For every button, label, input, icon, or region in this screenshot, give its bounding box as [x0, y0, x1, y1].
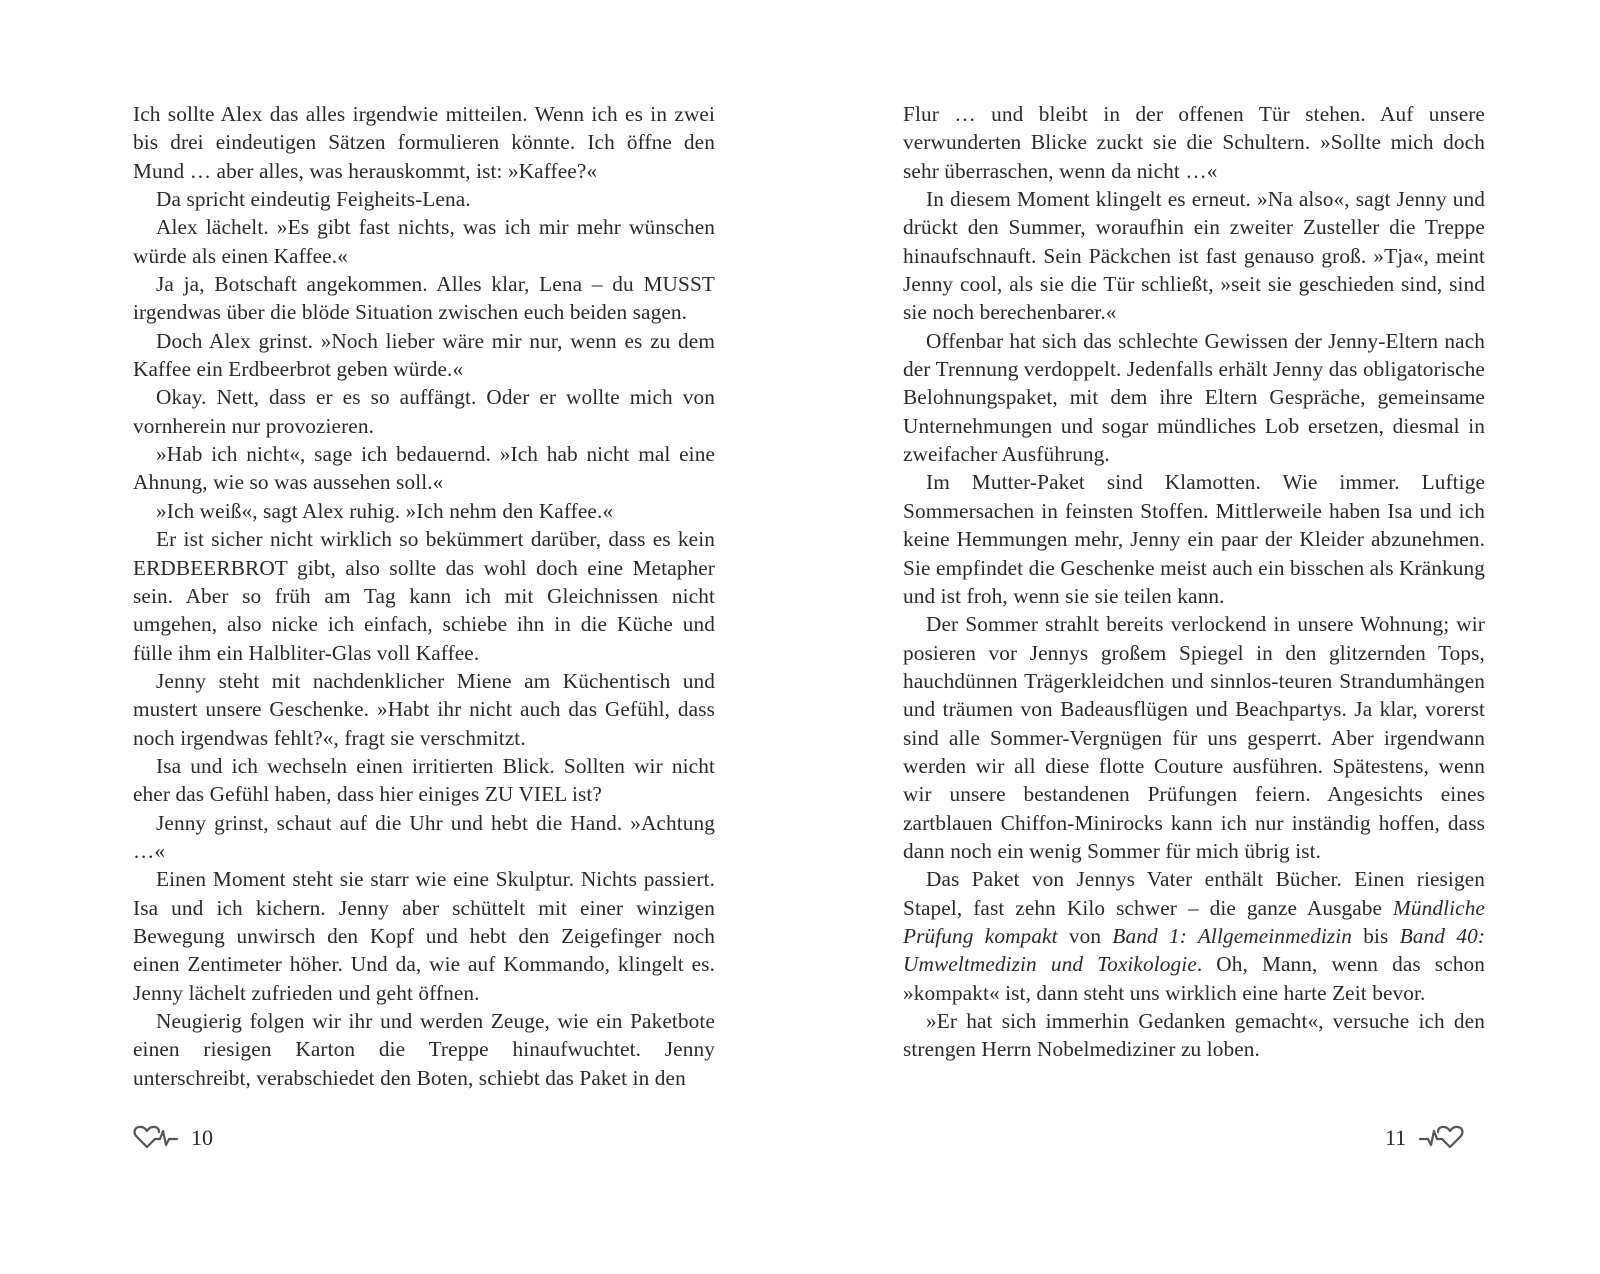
page-number: 10: [191, 1125, 213, 1150]
text-run: Da spricht eindeutig Feigheits-Lena.: [156, 187, 471, 212]
italic-title: Mündliche Prüfung kompakt: [903, 895, 1485, 948]
paragraph: [903, 610, 1485, 865]
paragraph: [903, 100, 1485, 185]
text-run: bis: [1352, 923, 1400, 948]
paragraph: [903, 185, 1485, 327]
text-run: Okay. Nett, dass er es so auffängt. Oder er wollte mich von vornherein nur provozieren.: [133, 385, 715, 438]
text-run: »Er hat sich immerhin Gedanken gemacht«, versuche ich den strengen Herrn Nobelmediziner zu loben.: [903, 1009, 1485, 1062]
paragraph: [133, 185, 715, 213]
paragraph: [133, 497, 715, 525]
text-run: Doch Alex grinst. »Noch lieber wäre mir nur, wenn es zu dem Kaffee ein Erdbeerbrot geben würde.«: [133, 328, 715, 382]
text-run: Das Paket von Jennys Vater enthält Bücher. Einen riesigen Stapel, fast zehn Kilo schwer – die ganze Ausgabe: [903, 867, 1485, 920]
text-run: Alex lächelt. »Es gibt fast nichts, was ich mir mehr wünschen würde als einen Kaffee.«: [133, 215, 715, 268]
text-run: Der Sommer strahlt bereits verlockend in unsere Wohnung; wir posieren vor Jennys großem Spiegel in den glitzernden Tops, hauchdünnen Trägerkleidchen und sinnlos-teuren Strandumhängen und träumen von Badeausflügen und Beachpartys. Ja klar, vorerst sind alle Sommer-Vergnügen für uns gesperrt. Aber irgendwann werden wir all diese flotte Couture ausführen. Spätestens, wenn wir unsere bestandenen Prüfungen feiern. Angesichts eines zartblauen Chiffon-Minirocks kann ich nur inständig hoffen, dass dann noch ein wenig Sommer für mich übrig ist.: [903, 612, 1485, 863]
text-run: Flur … und bleibt in der offenen Tür stehen. Auf unsere verwunderten Blicke zuckt sie die Schultern. »Sollte mich doch sehr überraschen, wenn da nicht …«: [903, 102, 1485, 183]
italic-title: Band 40: Umweltmedizin und Toxikologie: [903, 923, 1486, 977]
left-page: [133, 100, 715, 1092]
italic-title: Band 1: Allgemeinmedizin: [1112, 923, 1353, 948]
text-run: Im Mutter-Paket sind Klamotten. Wie immer. Luftige Sommersachen in feinsten Stoffen. Mittlerweile haben Isa und ich keine Hemmungen mehr, Jenny ein paar der Kleider abzunehmen. Sie empfindet die Geschenke meist auch ein bisschen als Kränkung und ist froh, wenn sie sie teilen kann.: [903, 470, 1485, 608]
text-run: Er ist sicher nicht wirklich so bekümmert darüber, dass es kein ERDBEERBROT gibt, also sollte das wohl doch eine Metapher sein. Aber so früh am Tag kann ich mit Gleichnissen nicht umgehen, also nicke ich einfach, schiebe ihn in die Küche und fülle ihm ein Halbliter-Glas voll Kaffee.: [133, 527, 715, 665]
text-run: . Oh, Mann, wenn das schon »kompakt« ist, dann steht uns wirklich eine harte Zeit bevor.: [903, 952, 1485, 1005]
text-run: In diesem Moment klingelt es erneut. »Na also«, sagt Jenny und drückt den Summer, woraufhin ein zweiter Zusteller die Treppe hinaufschnauft. Sein Päckchen ist fast genauso groß. »Tja«, meint Jenny cool, als sie die Tür schließt, »seit sie geschieden sind, sind sie noch berechenbarer.«: [903, 187, 1485, 325]
text-run: Ich sollte Alex das alles irgendwie mitteilen. Wenn ich es in zwei bis drei eindeutigen Sätzen formulieren könnte. Ich öffne den Mund … aber alles, was herauskommt, ist: »Kaffee?«: [133, 102, 715, 183]
text-run: Jenny steht mit nachdenklicher Miene am Küchentisch und mustert unsere Geschenke. »Habt ihr nicht auch das Gefühl, dass noch irgendwas fehlt?«, fragt sie verschmitzt.: [133, 668, 715, 750]
paragraph: [903, 1007, 1485, 1064]
paragraph: [133, 270, 715, 327]
heart-heartbeat-icon: [1418, 1125, 1464, 1151]
paragraph: [903, 468, 1485, 610]
right-page: [903, 100, 1485, 1064]
left-page-footer: [133, 1124, 213, 1152]
text-run: von: [1057, 923, 1113, 948]
paragraph: [903, 327, 1485, 469]
text-run: Offenbar hat sich das schlechte Gewissen der Jenny-Eltern nach der Trennung verdoppelt. Jedenfalls erhält Jenny das obligatorische Belohnungspaket, mit dem ihre Eltern Gespräche, gemeinsame Unternehmungen und sogar mündliches Lob ersetzen, diesmal in zweifacher Ausführung.: [903, 328, 1485, 467]
paragraph: [133, 667, 715, 752]
paragraph: [133, 752, 715, 809]
page-number: 11: [1385, 1125, 1407, 1150]
paragraph: [133, 525, 715, 667]
heart-heartbeat-icon: [133, 1125, 179, 1151]
paragraph: [133, 809, 715, 866]
text-run: Ja ja, Botschaft angekommen. Alles klar, Lena – du MUSST irgendwas über die blöde Situation zwischen euch beiden sagen.: [133, 272, 715, 325]
paragraph: [133, 440, 715, 497]
text-run: »Hab ich nicht«, sage ich bedauernd. »Ich hab nicht mal eine Ahnung, wie so was aussehen soll.«: [133, 442, 715, 495]
text-run: »Ich weiß«, sagt Alex ruhig. »Ich nehm den Kaffee.«: [156, 498, 614, 523]
text-run: Isa und ich wechseln einen irritierten Blick. Sollten wir nicht eher das Gefühl haben, dass hier einiges ZU VIEL ist?: [133, 753, 715, 807]
right-page-footer: [1385, 1124, 1464, 1152]
paragraph: [133, 327, 715, 384]
paragraph: [133, 383, 715, 440]
text-run: Neugierig folgen wir ihr und werden Zeuge, wie ein Paketbote einen riesigen Karton die Treppe hinaufwuchtet. Jenny unterschreibt, verabschiedet den Boten, schiebt das Paket in den: [133, 1009, 715, 1090]
paragraph: [133, 865, 715, 1007]
paragraph: [903, 865, 1485, 1007]
text-run: Jenny grinst, schaut auf die Uhr und hebt die Hand. »Achtung …«: [133, 810, 715, 863]
text-run: Einen Moment steht sie starr wie eine Skulptur. Nichts passiert. Isa und ich kichern. Jenny aber schüttelt mit einer winzigen Bewegung unwirsch den Kopf und hebt den Zeigefinger noch einen Zentimeter höher. Und da, wie auf Kommando, klingelt es. Jenny lächelt zufrieden und geht öffnen.: [133, 867, 715, 1005]
paragraph: [133, 100, 715, 185]
paragraph: [133, 1007, 715, 1092]
paragraph: [133, 213, 715, 270]
